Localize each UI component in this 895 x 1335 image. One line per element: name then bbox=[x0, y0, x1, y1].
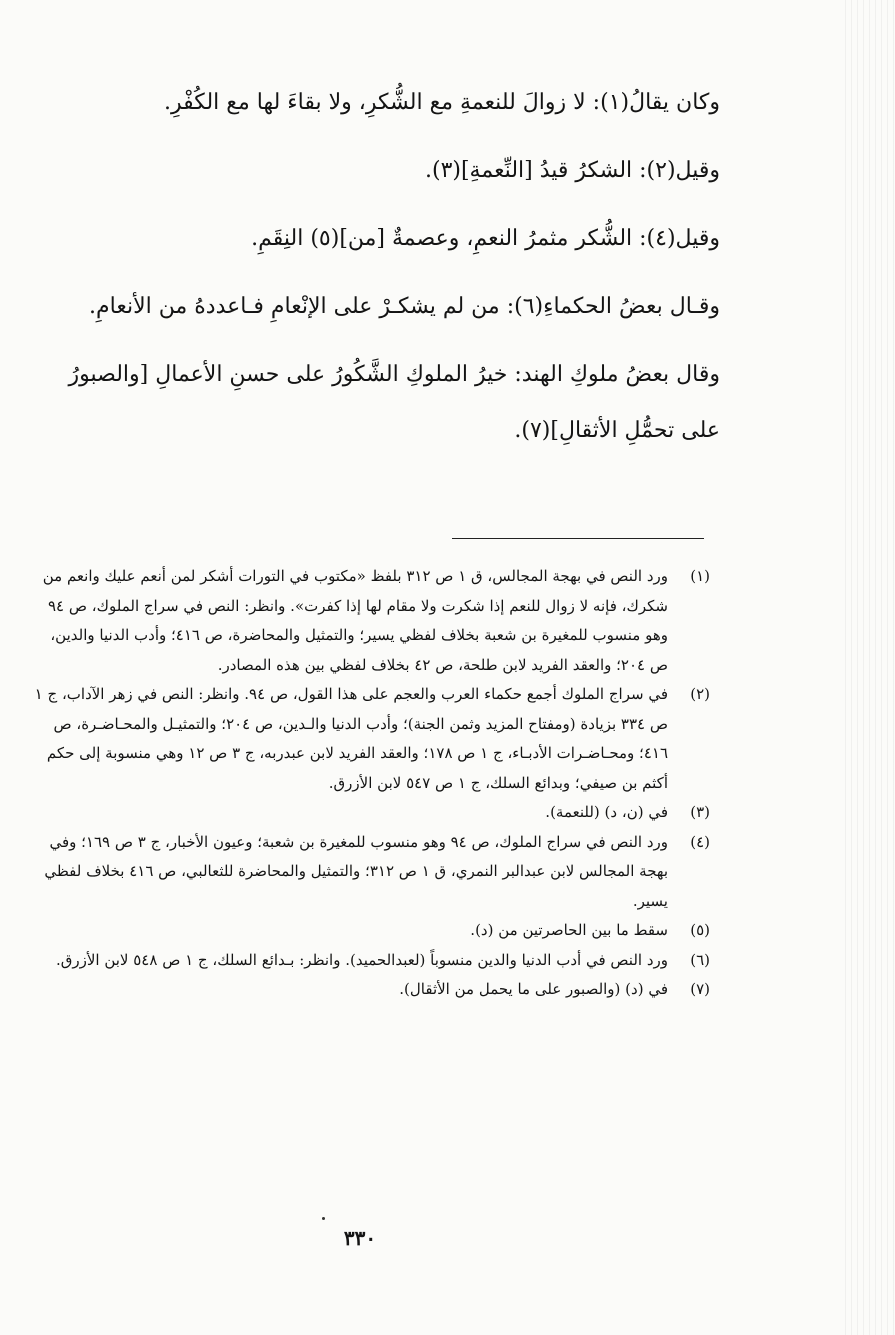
main-text bbox=[30, 75, 720, 471]
print-speck bbox=[322, 1217, 325, 1220]
footnote-number: (٧) bbox=[690, 980, 710, 998]
footnotes bbox=[30, 562, 710, 1005]
footnote-number: (٣) bbox=[690, 803, 710, 821]
paragraph: وقيل(٢): الشكرُ قيدُ [النِّعمةِ](٣). bbox=[424, 158, 720, 183]
footnote-text: سقط ما بين الحاصرتين من (د). bbox=[470, 921, 668, 939]
footnote bbox=[30, 798, 710, 828]
paragraph: وقـال بعضُ الحكماءِ(٦): من لم يشكـرْ على الإنْعامِ فـاعددهُ من الأنعامِ. bbox=[89, 294, 720, 319]
footnote bbox=[30, 562, 710, 680]
footnote bbox=[30, 916, 710, 946]
footnote-number: (٤) bbox=[690, 832, 710, 851]
footnote bbox=[30, 946, 710, 976]
footnote-number: (١) bbox=[690, 567, 710, 585]
footnote-text: في (د) (والصبور على ما يحمل من الأثقال). bbox=[399, 980, 668, 998]
footnote-text: في (ن، د) (للنعمة). bbox=[545, 803, 668, 821]
paragraph: وقيل(٤): الشُّكر مثمرُ النعمِ، وعصمةٌ [من](٥) النِقَمِ. bbox=[251, 226, 720, 251]
paragraph: وكان يقالُ(١): لا زوالَ للنعمةِ مع الشُّكرِ، ولا بقاءَ لها مع الكُفْرِ. bbox=[164, 90, 720, 115]
footnote-text: ورد النص في بهجة المجالس، ق ١ ص ٣١٢ بلفظ «مكتوب في التورات أشكر لمن أنعم عليك وانعم من شكرك، فإنه لا زوال للنعم إذا شكرت ولا مقام لها إذا كفرت». وانظر: النص في سراج الملوك، ص ٩٤ وهو منسوب للمغيرة بن شعبة بخلاف لفظي يسير؛ والتمثيل والمحاضرة، ص ٤١٦؛ وأدب الدنيا والدين، ص ٢٠٤؛ والعقد الفريد لابن طلحة، ص ٤٢ بخلاف لفظي بين هذه المصادر. bbox=[42, 567, 668, 674]
footnote-text: ورد النص في سراج الملوك، ص ٩٤ وهو منسوب للمغيرة بن شعبة؛ وعيون الأخبار، ج ٣ ص ١٦٩؛ وفي بهجة المجالس لابن عبدالبر النمري، ق ١ ص ٣١٢؛ والتمثيل والمحاضرة للثعالبي، ص ٤١٦ بخلاف لفظي يسير. bbox=[44, 832, 668, 910]
page-number: ٣٣٠ bbox=[343, 1226, 377, 1250]
footnote-text: في سراج الملوك أجمع حكماء العرب والعجم على هذا القول، ص ٩٤. وانظر: النص في زهر الآداب، ج ١ ص ٣٣٤ بزيادة (ومفتاح المزيد وثمن الجنة)؛ وأدب الدنيا والـدين، ص ٢٠٤؛ والتمثيـل والمحـاضـرة، ص ٤١٦؛ ومحـاضـرات الأدبـاء، ج ١ ص ١٧٨؛ والعقد الفريد لابن عبدربه، ج ٣ ص ١٢ وهي منسوبة إلى حكم أكثم بن صيفي؛ وبدائع السلك، ج ١ ص ٥٤٧ لابن الأزرق. bbox=[34, 685, 668, 792]
footnote bbox=[30, 975, 710, 1005]
footnote-text: ورد النص في أدب الدنيا والدين منسوباً (لعبدالحميد). وانظر: بـدائع السلك، ج ١ ص ٥٤٨ لابن الأزرق. bbox=[55, 950, 668, 969]
page-edge-shadow bbox=[840, 0, 895, 1335]
footnote-separator bbox=[452, 538, 704, 539]
footnote bbox=[30, 828, 710, 917]
footnote-number: (٥) bbox=[690, 921, 710, 939]
footnote-number: (٢) bbox=[690, 685, 710, 703]
footnote bbox=[30, 680, 710, 798]
paragraph: وقال بعضُ ملوكِ الهند: خيرُ الملوكِ الشَّكُورُ على حسنِ الأعمالِ [والصبورُ على تحمُّلِ الأثقالِ](٧). bbox=[68, 362, 720, 443]
footnote-number: (٦) bbox=[690, 950, 710, 969]
